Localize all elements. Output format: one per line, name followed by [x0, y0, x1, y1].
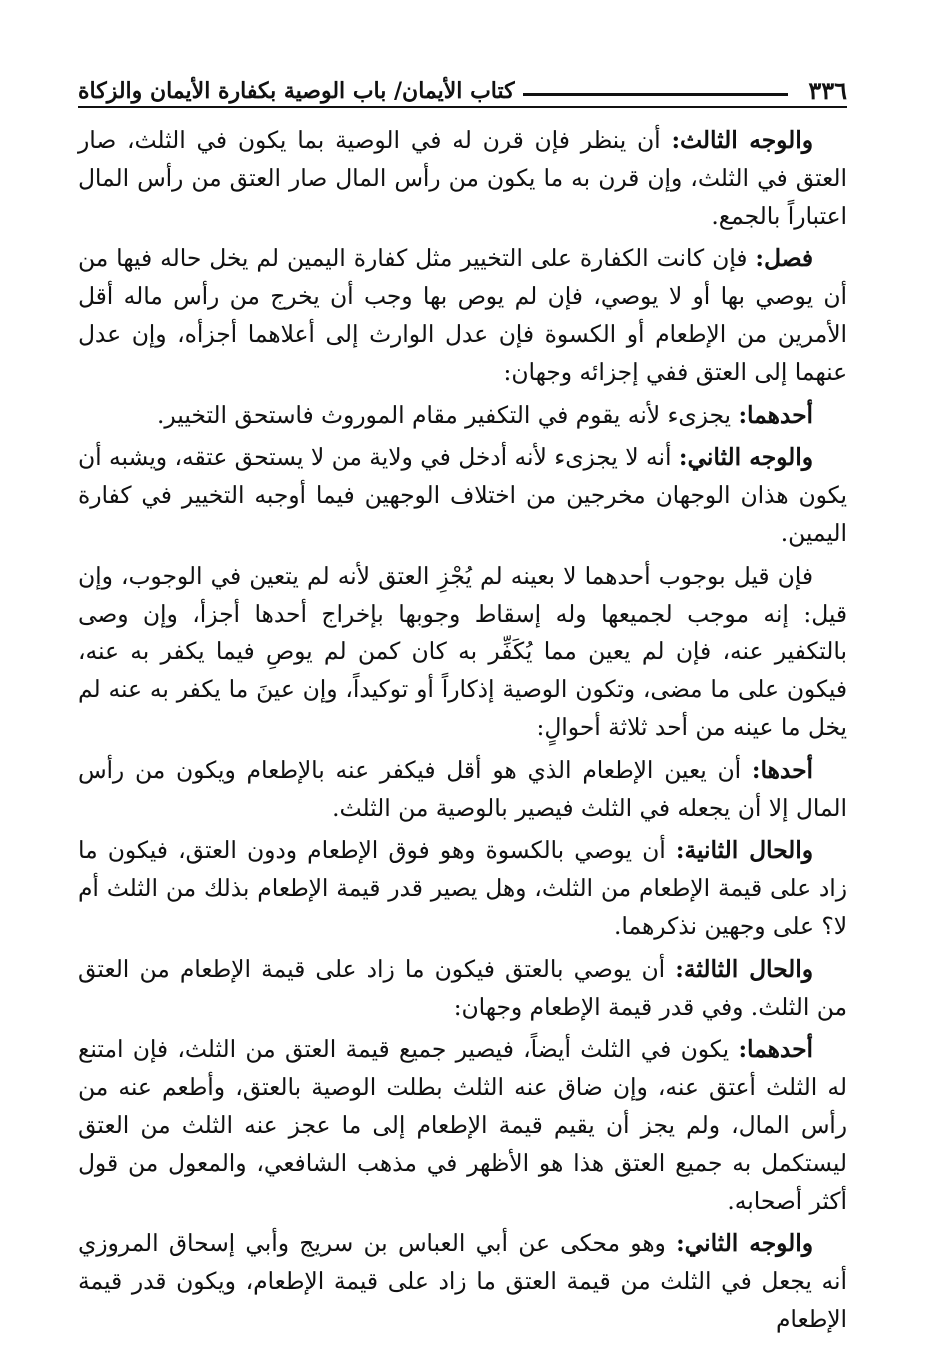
paragraph-text: أن يعين الإطعام الذي هو أقل فيكفر عنه بالإطعام ويكون من رأس المال إلا أن يجعله في الثلث فيصير بالوصية من الثلث.: [78, 756, 847, 822]
paragraph: [78, 951, 847, 1027]
paragraph-lead: والحال الثانية:: [675, 837, 813, 865]
book-title: كتاب الأيمان/ باب الوصية بكفارة الأيمان والزكاة: [78, 78, 515, 104]
paragraph-text: أن يوصي بالكسوة وهو فوق الإطعام ودون العتق، فيكون ما زاد على قيمة الإطعام من الثلث، وهل يصير قدر قيمة الإطعام بذلك من الثلث أم لا؟ على وجهين نذكرهما.: [78, 837, 847, 940]
page-number: ٣٣٦: [808, 76, 847, 105]
paragraph-lead: والوجه الثاني:: [676, 1230, 814, 1258]
paragraph: [78, 240, 847, 391]
paragraph: [78, 752, 847, 828]
paragraph-text: أنه لا يجزىء لأنه أدخل في ولاية من لا يستحق عتقه، ويشبه أن يكون هذان الوجهان مخرجين من اختلاف الوجهين فيما أوجبه التخيير في كفارة اليمين.: [78, 444, 847, 547]
paragraph-text: فإن كانت الكفارة على التخيير مثل كفارة اليمين لم يخل حاله فيها من أن يوصي بها أو لا يوصي، فإن لم يوص بها وجب أن يخرج من رأس ماله أقل الأمرين من الإطعام أو الكسوة فإن عدل الوارث إلى أعلاهما أجزأه، وإن عدل عنهما إلى العتق ففي إجزائه وجهان:: [78, 245, 847, 386]
paragraph-lead: أحدها:: [751, 756, 813, 784]
paragraph: [78, 1225, 847, 1338]
paragraph: [78, 439, 847, 552]
paragraph-lead: فصل:: [755, 245, 813, 273]
header-rule: [523, 93, 789, 96]
paragraph: [78, 832, 847, 945]
paragraph: [78, 122, 847, 235]
paragraph-lead: والحال الثالثة:: [675, 955, 813, 983]
paragraph: [78, 558, 847, 747]
paragraph-lead: أحدهما:: [738, 1036, 813, 1064]
paragraph-text: أن ينظر فإن قرن له في الوصية بما يكون في الثلث، صار العتق في الثلث، وإن قرن به ما يكون من رأس المال صار العتق من رأس المال اعتباراً بالجمع.: [78, 127, 847, 230]
paragraph: [78, 397, 847, 435]
paragraph-lead: أحدهما:: [738, 401, 813, 429]
paragraph-text: وهو محكى عن أبي العباس بن سريج وأبي إسحاق المروزي أنه يجعل في الثلث من قيمة العتق ما زاد على قيمة الإطعام، ويكون قدر قيمة الإطعام: [78, 1230, 847, 1333]
page-body: [78, 122, 847, 1339]
paragraph-text: يكون في الثلث أيضاً، فيصير جميع قيمة العتق من الثلث، فإن امتنع له الثلث أعتق عنه، وإن ضاق عنه الثلث بطلت الوصية بالعتق، وأطعم عنه من رأس المال، ولم يجز أن يقيم قيمة الإطعام إلى ما عجز عنه الثلث من العتق ليستكمل به جميع العتق هذا هو الأظهر في مذهب الشافعي، والمعول من قول أكثر أصحابه.: [78, 1036, 847, 1215]
running-header: [78, 66, 847, 108]
paragraph-text: فإن قيل بوجوب أحدهما لا بعينه لم يُجْزِ العتق لأنه لم يتعين في الوجوب، وإن قيل: إنه موجب لجميعها وله إسقاط وجوبها بإخراج أحدها أجزأ، وإن وصى بالتكفير عنه، فإن لم يعين مما يُكَفِّر به كان كمن لم يوصِ فيما يكفر به عنه، فيكون على ما مضى، وتكون الوصية إذكاراً أو توكيداً، وإن عينَ ما يكفر به عنه لم يخل ما عينه من أحد ثلاثة أحوالٍ:: [78, 562, 847, 741]
paragraph-text: يجزىء لأنه يقوم في التكفير مقام الموروث فاستحق التخيير.: [157, 401, 739, 429]
paragraph-text: أن يوصي بالعتق فيكون ما زاد على قيمة الإطعام من العتق من الثلث. وفي قدر قيمة الإطعام وجهان:: [78, 955, 847, 1021]
paragraph-lead: والوجه الثاني:: [678, 444, 813, 472]
paragraph: [78, 1031, 847, 1220]
paragraph-lead: والوجه الثالث:: [671, 127, 813, 154]
